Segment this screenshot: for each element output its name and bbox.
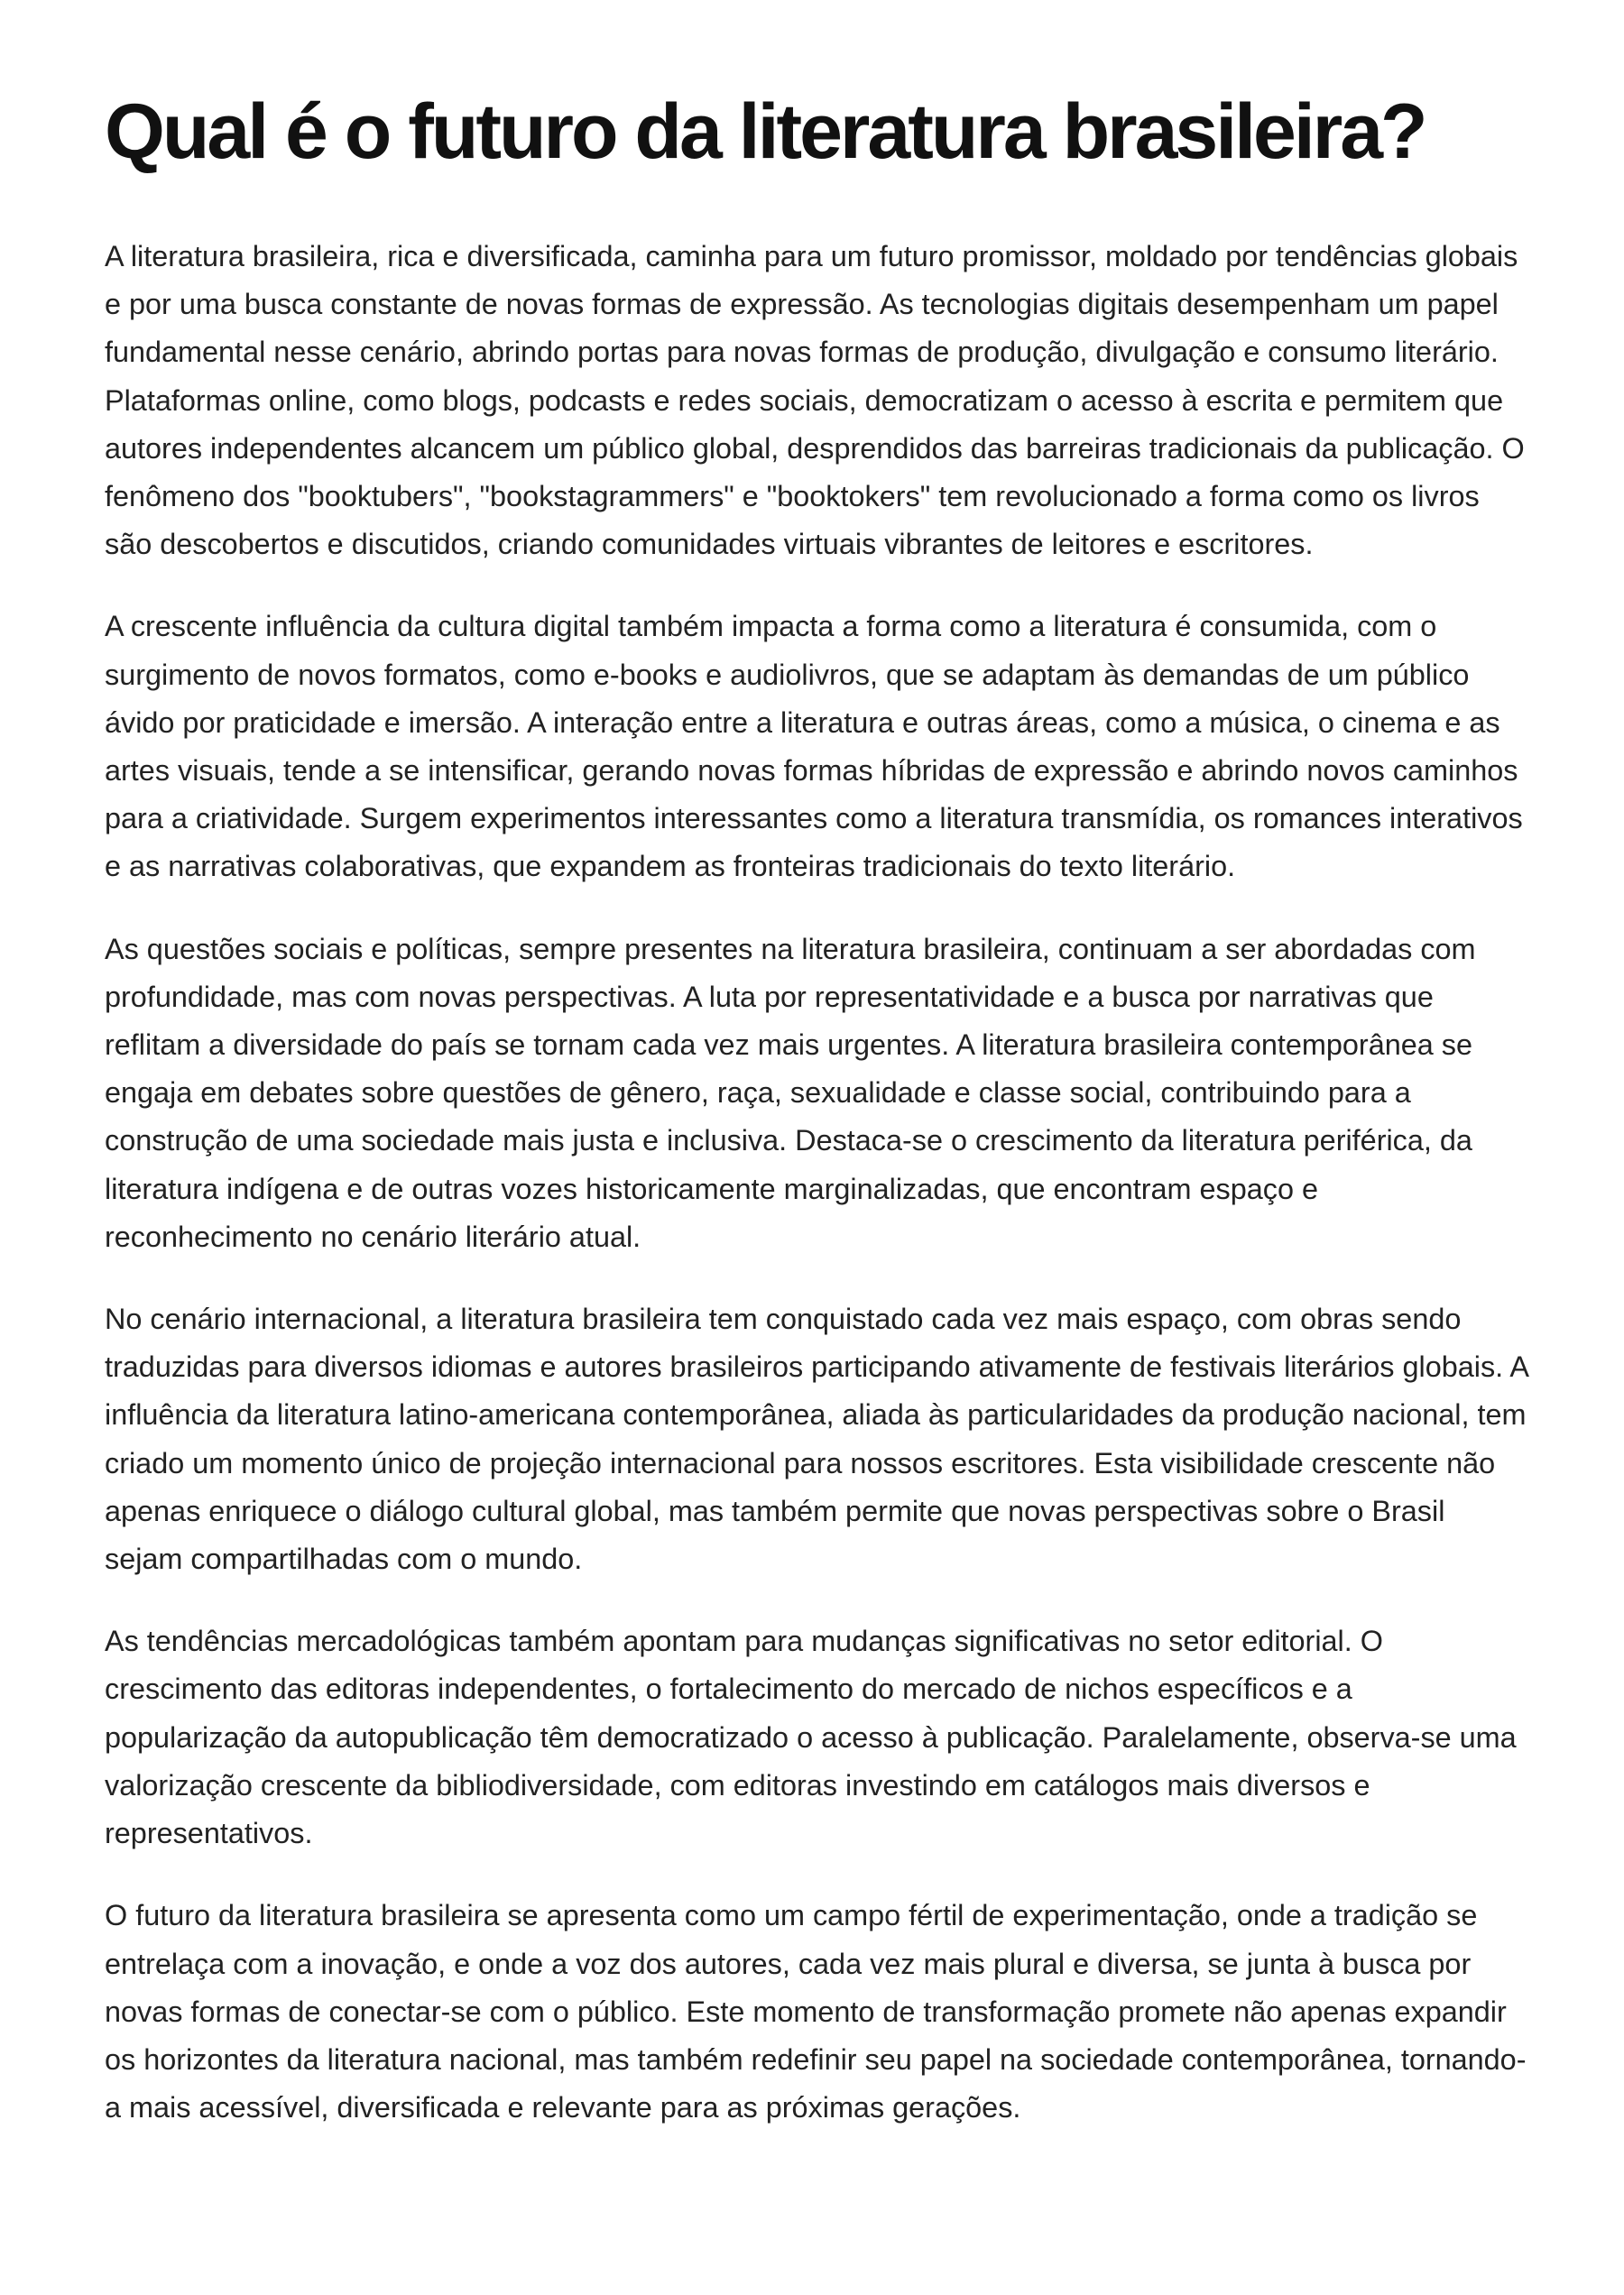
document-page	[105, 87, 1530, 2166]
paragraph-3: As questões sociais e políticas, sempre presentes na literatura brasileira, continuam a ser abordadas com profundidade, mas com novas perspectivas. A luta por representatividade e a busca por narrativas que reflitam a diversidade do país se tornam cada vez mais urgentes. A literatura brasileira contemporânea se engaja em debates sobre questões de gênero, raça, sexualidade e classe social, contribuindo para a construção de uma sociedade mais justa e inclusiva. Destaca-se o crescimento da literatura periférica, da literatura indígena e de outras vozes historicamente marginalizadas, que encontram espaço e reconhecimento no cenário literário atual.	[105, 932, 1476, 1253]
paragraph-5: As tendências mercadológicas também apontam para mudanças significativas no setor editorial. O crescimento das editoras independentes, o fortalecimento do mercado de nichos específicos e a popularização da autopublicação têm democratizado o acesso à publicação. Paralelamente, observa-se uma valorização crescente da bibliodiversidade, com editoras investindo em catálogos mais diversos e representativos.	[105, 1625, 1517, 1850]
paragraph-1: A literatura brasileira, rica e diversificada, caminha para um futuro promissor, moldado por tendências globais e por uma busca constante de novas formas de expressão. As tecnologias digitais desempenham um papel fundamental nesse cenário, abrindo portas para novas formas de produção, divulgação e consumo literário. Plataformas online, como blogs, podcasts e redes sociais, democratizam o acesso à escrita e permitem que autores independentes alcancem um público global, desprendidos das barreiras tradicionais da publicação. O fenômeno dos "booktubers", "bookstagrammers" e "booktokers" tem revolucionado a forma como os livros são descobertos e discutidos, criando comunidades virtuais vibrantes de leitores e escritores.	[105, 240, 1525, 561]
paragraph-4: No cenário internacional, a literatura brasileira tem conquistado cada vez mais espaço, com obras sendo traduzidas para diversos idiomas e autores brasileiros participando ativamente de festivais literários globais. A influência da literatura latino-americana contemporânea, aliada às particularidades da produção nacional, tem criado um momento único de projeção internacional para nossos escritores. Esta visibilidade crescente não apenas enriquece o diálogo cultural global, mas também permite que novas perspectivas sobre o Brasil sejam compartilhadas com o mundo.	[105, 1303, 1528, 1576]
paragraph-6: O futuro da literatura brasileira se apresenta como um campo fértil de experimentação, onde a tradição se entrelaça com a inovação, e onde a voz dos autores, cada vez mais plural e diversa, se junta à busca por novas formas de conectar-se com o público. Este momento de transformação promete não apenas expandir os horizontes da literatura nacional, mas também redefinir seu papel na sociedade contemporânea, tornando-a mais acessível, diversificada e relevante para as próximas gerações.	[105, 1899, 1527, 2124]
article-body	[105, 233, 1530, 2132]
page-title: Qual é o futuro da literatura brasileira?	[105, 88, 1426, 175]
paragraph-2: A crescente influência da cultura digital também impacta a forma como a literatura é consumida, com o surgimento de novos formatos, como e-books e audiolivros, que se adaptam às demandas de um público ávido por praticidade e imersão. A interação entre a literatura e outras áreas, como a música, o cinema e as artes visuais, tende a se intensificar, gerando novas formas híbridas de expressão e abrindo novos caminhos para a criatividade. Surgem experimentos interessantes como a literatura transmídia, os romances interativos e as narrativas colaborativas, que expandem as fronteiras tradicionais do texto literário.	[105, 610, 1523, 883]
